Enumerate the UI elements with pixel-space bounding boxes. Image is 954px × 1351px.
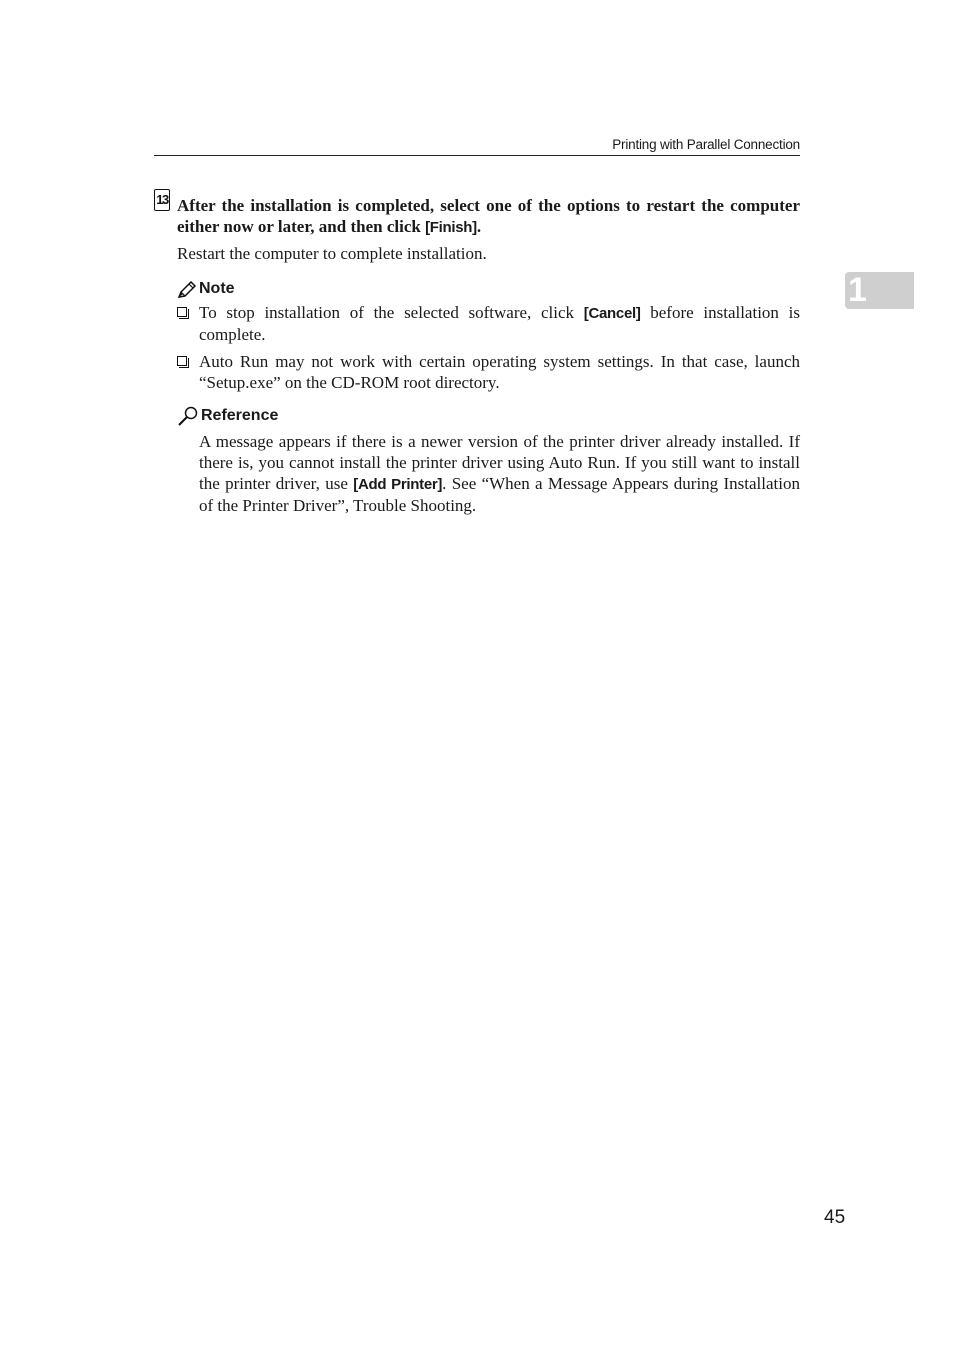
cancel-key-label: [Cancel] <box>583 305 641 322</box>
reference-heading <box>177 406 278 426</box>
pencil-icon <box>177 281 197 299</box>
note-item-text: Auto Run may not work with certain operating system settings. In that case, launch “Setup.exe” on the CD-ROM root directory. <box>199 352 800 392</box>
note-item-text-end: before installation is complete. <box>199 303 800 344</box>
add-printer-key-label: [Add Printer] <box>353 476 443 493</box>
step-instruction-end: . <box>476 217 482 236</box>
step-instruction <box>177 195 800 238</box>
page-number: 45 <box>824 1207 846 1228</box>
note-item-text: To stop installation of the selected software, click <box>199 303 584 322</box>
reference-text: A message appears if there is a newer version of the printer driver already installed. If there is, you cannot install the printer driver using Auto Run. If you still want to install the printer driver, use <box>199 432 800 493</box>
reference-body <box>199 431 800 516</box>
checkbox-bullet-icon <box>177 307 187 317</box>
finish-key-label: [Finish] <box>425 219 477 236</box>
step-instruction-text: After the installation is completed, select one of the options to restart the computer either now or later, and then click <box>177 196 800 236</box>
list-item <box>177 352 800 393</box>
step-number-badge: 13 <box>154 189 170 211</box>
magnifier-icon <box>177 406 199 426</box>
reference-text-end: . See “When a Message Appears during Installation of the Printer Driver”, Trouble Shooting. <box>199 474 800 515</box>
chapter-tab <box>845 272 914 309</box>
step-detail: Restart the computer to complete installation. <box>177 244 487 263</box>
note-list <box>177 303 800 400</box>
reference-heading-label: Reference <box>201 407 279 424</box>
list-item <box>177 303 800 345</box>
note-heading <box>177 279 235 299</box>
checkbox-bullet-icon <box>177 356 187 366</box>
chapter-number: 1 <box>848 271 867 309</box>
note-heading-label: Note <box>199 280 235 297</box>
running-header: Printing with Parallel Connection <box>154 137 800 156</box>
